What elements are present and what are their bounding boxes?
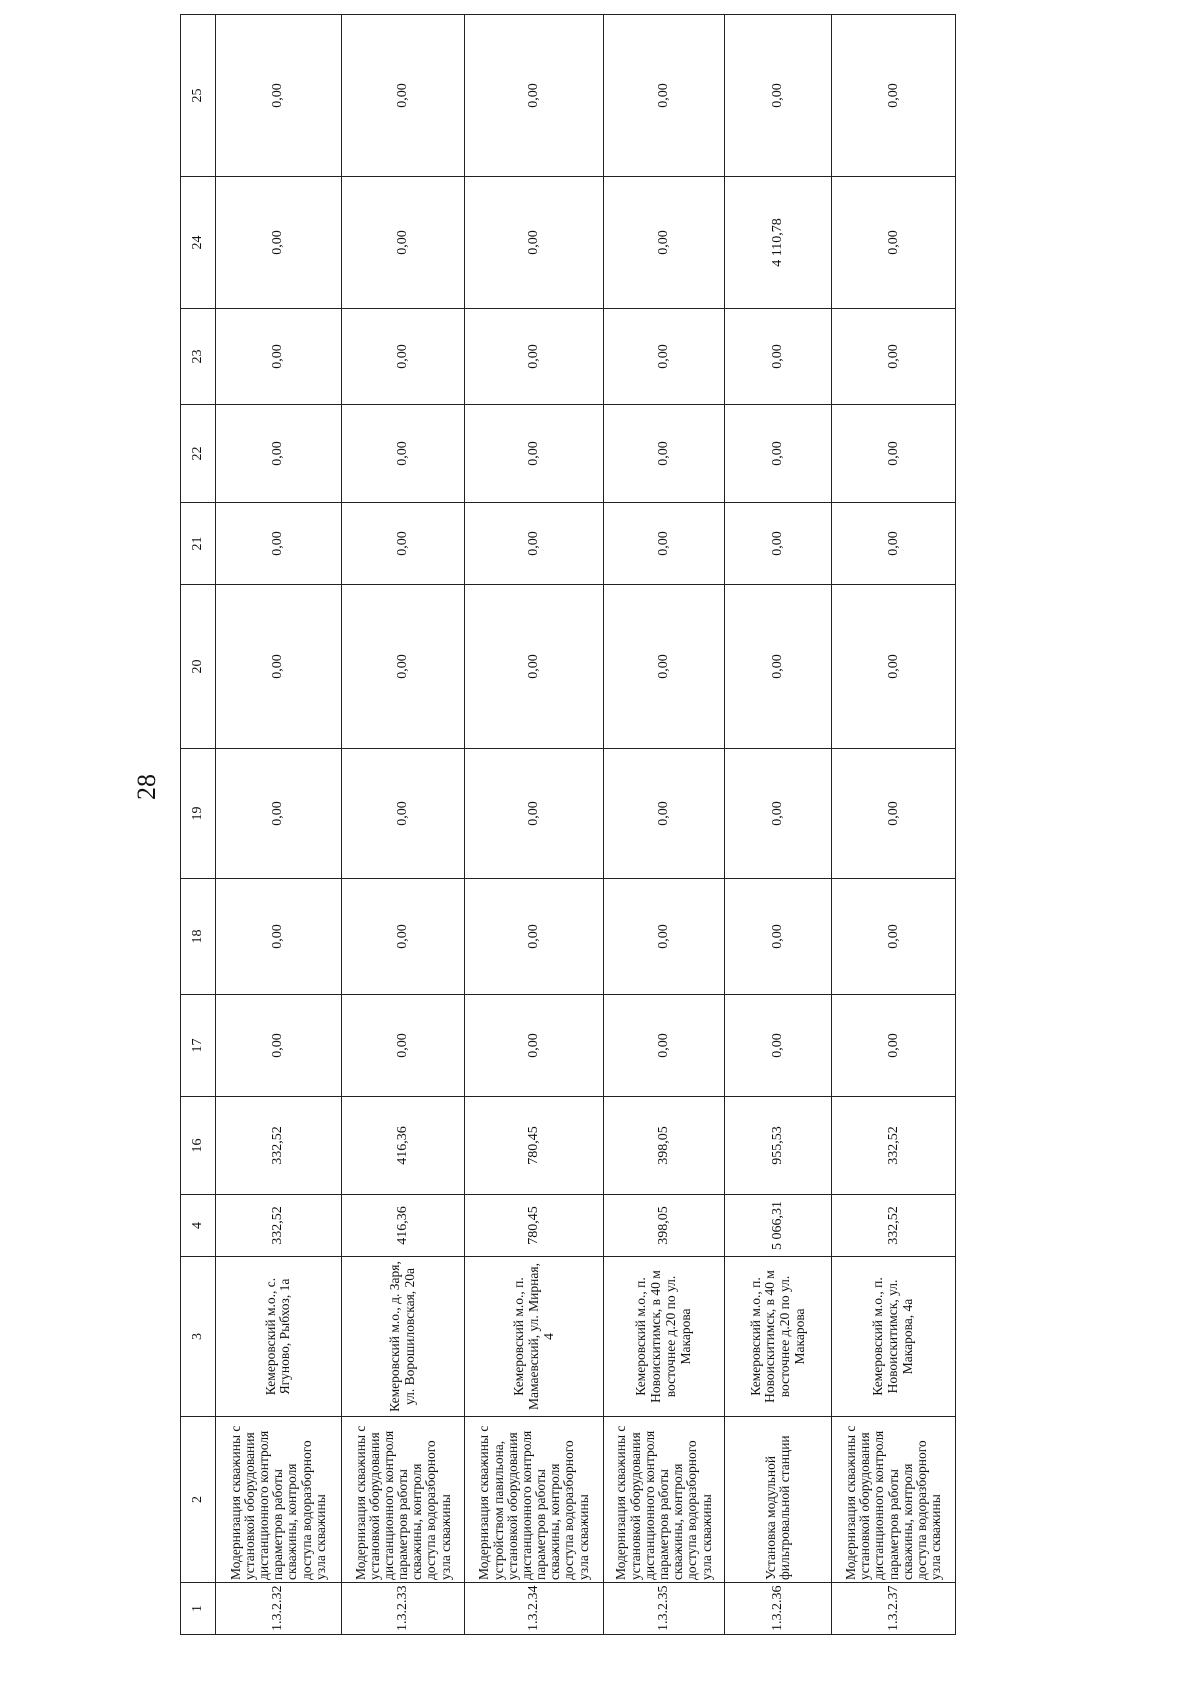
header-cell: 21 [181,503,216,585]
table-row [725,15,832,1635]
cell-col-16: 332,52 [832,1097,956,1195]
row-address: Кемеровский м.о., п. Новоискитимск, в 40 м восточнее д.20 по ул. Макарова [725,1257,832,1417]
row-address: Кемеровский м.о., п. Новоискитимск, ул. Макарова, 4а [832,1257,956,1417]
cell-col-21: 0,00 [465,503,603,585]
cell-col-21: 0,00 [832,503,956,585]
row-code: 1.3.2.33 [341,1583,465,1635]
header-cell: 17 [181,995,216,1097]
cell-col-21: 0,00 [216,503,342,585]
cell-col-16: 398,05 [603,1097,725,1195]
header-cell: 23 [181,309,216,405]
cell-col-16: 780,45 [465,1097,603,1195]
cell-col-25: 0,00 [832,15,956,177]
cell-col-20: 0,00 [216,585,342,749]
header-cell: 1 [181,1583,216,1635]
cell-col-17: 0,00 [465,995,603,1097]
cell-col-19: 0,00 [465,749,603,879]
cell-col-21: 0,00 [725,503,832,585]
cell-col-20: 0,00 [603,585,725,749]
cell-col-20: 0,00 [465,585,603,749]
row-description: Установка модульной фильтровальной станции [725,1417,832,1583]
header-cell: 20 [181,585,216,749]
cell-col-19: 0,00 [832,749,956,879]
cell-col-19: 0,00 [603,749,725,879]
cell-col-4: 332,52 [216,1195,342,1257]
cell-col-17: 0,00 [341,995,465,1097]
row-description: Модернизация скважины с устройством павильона, установкой оборудования дистанционного контроля параметров работы скважины, контроля доступа водоразборного узла скважины [465,1417,603,1583]
cell-col-16: 332,52 [216,1097,342,1195]
table-row [341,15,465,1635]
table-row [603,15,725,1635]
cell-col-25: 0,00 [465,15,603,177]
row-description: Модернизация скважины с установкой оборудования дистанционного контроля параметров работы скважины, контроля доступа водоразборного узла скважины [216,1417,342,1583]
data-table [180,14,956,1635]
cell-col-22: 0,00 [832,405,956,503]
cell-col-16: 955,53 [725,1097,832,1195]
cell-col-25: 0,00 [216,15,342,177]
cell-col-4: 398,05 [603,1195,725,1257]
row-address: Кемеровский м.о., д. Заря, ул. Ворошиловская, 20а [341,1257,465,1417]
row-address: Кемеровский м.о., п. Новоискитимск, в 40 м восточнее д.20 по ул. Макарова [603,1257,725,1417]
header-cell: 18 [181,879,216,995]
header-cell: 2 [181,1417,216,1583]
cell-col-24: 0,00 [465,177,603,309]
row-code: 1.3.2.34 [465,1583,603,1635]
header-cell: 16 [181,1097,216,1195]
cell-col-23: 0,00 [216,309,342,405]
cell-col-17: 0,00 [603,995,725,1097]
cell-col-22: 0,00 [341,405,465,503]
cell-col-20: 0,00 [341,585,465,749]
cell-col-25: 0,00 [341,15,465,177]
cell-col-17: 0,00 [725,995,832,1097]
cell-col-19: 0,00 [216,749,342,879]
cell-col-18: 0,00 [465,879,603,995]
cell-col-4: 780,45 [465,1195,603,1257]
row-address: Кемеровский м.о., с. Ягуново, Рыбхоз, 1а [216,1257,342,1417]
cell-col-25: 0,00 [603,15,725,177]
cell-col-22: 0,00 [725,405,832,503]
cell-col-20: 0,00 [725,585,832,749]
cell-col-21: 0,00 [341,503,465,585]
header-cell: 24 [181,177,216,309]
cell-col-25: 0,00 [725,15,832,177]
cell-col-18: 0,00 [603,879,725,995]
cell-col-18: 0,00 [725,879,832,995]
cell-col-23: 0,00 [465,309,603,405]
header-cell: 25 [181,15,216,177]
cell-col-4: 416,36 [341,1195,465,1257]
cell-col-24: 0,00 [832,177,956,309]
cell-col-23: 0,00 [832,309,956,405]
cell-col-22: 0,00 [465,405,603,503]
row-code: 1.3.2.37 [832,1583,956,1635]
row-address: Кемеровский м.о., п. Мамаевский, ул. Мирная, 4 [465,1257,603,1417]
page-number: 28 [132,774,161,800]
cell-col-21: 0,00 [603,503,725,585]
cell-col-4: 332,52 [832,1195,956,1257]
cell-col-23: 0,00 [725,309,832,405]
cell-col-22: 0,00 [216,405,342,503]
cell-col-24: 0,00 [341,177,465,309]
cell-col-22: 0,00 [603,405,725,503]
table-header-row [181,15,216,1635]
row-description: Модернизация скважины с установкой оборудования дистанционного контроля параметров работы скважины, контроля доступа водоразборного узла скважины [341,1417,465,1583]
cell-col-17: 0,00 [832,995,956,1097]
row-description: Модернизация скважины с установкой оборудования дистанционного контроля параметров работы скважины, контроля доступа водоразборного узла скважины [832,1417,956,1583]
cell-col-20: 0,00 [832,585,956,749]
row-code: 1.3.2.35 [603,1583,725,1635]
cell-col-4: 5 066,31 [725,1195,832,1257]
table-row [465,15,603,1635]
cell-col-23: 0,00 [603,309,725,405]
header-cell: 19 [181,749,216,879]
cell-col-23: 0,00 [341,309,465,405]
cell-col-24: 4 110,78 [725,177,832,309]
header-cell: 4 [181,1195,216,1257]
row-code: 1.3.2.32 [216,1583,342,1635]
header-cell: 22 [181,405,216,503]
table-container [180,15,956,1635]
header-cell: 3 [181,1257,216,1417]
cell-col-24: 0,00 [216,177,342,309]
table-row [832,15,956,1635]
table-row [216,15,342,1635]
row-description: Модернизация скважины с установкой оборудования дистанционного контроля параметров работы скважины, контроля доступа водоразборного узла скважины [603,1417,725,1583]
row-code: 1.3.2.36 [725,1583,832,1635]
cell-col-18: 0,00 [832,879,956,995]
cell-col-16: 416,36 [341,1097,465,1195]
cell-col-19: 0,00 [341,749,465,879]
cell-col-17: 0,00 [216,995,342,1097]
cell-col-18: 0,00 [341,879,465,995]
cell-col-18: 0,00 [216,879,342,995]
cell-col-24: 0,00 [603,177,725,309]
cell-col-19: 0,00 [725,749,832,879]
